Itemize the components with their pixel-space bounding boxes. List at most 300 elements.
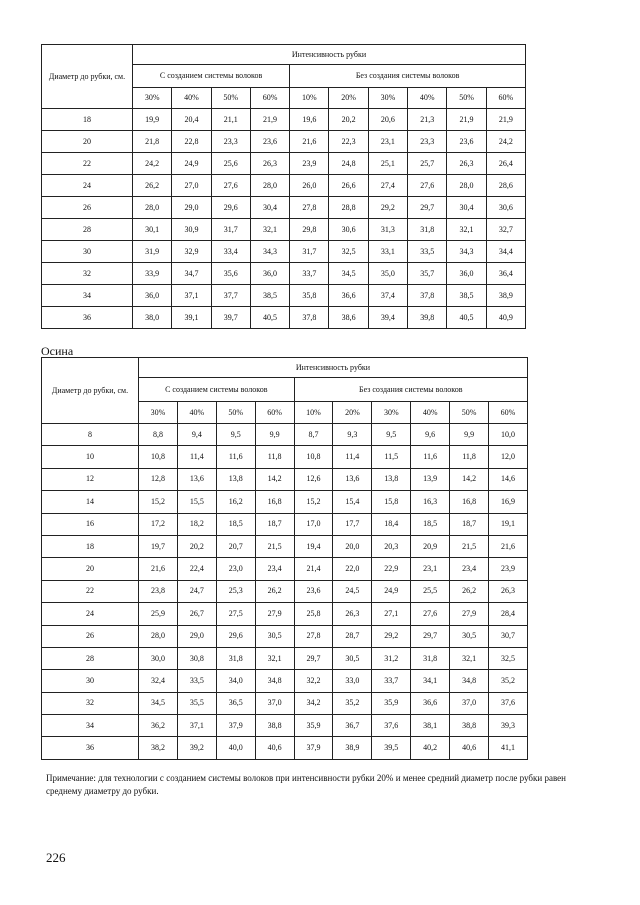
value-cell: 37,9 xyxy=(294,737,333,759)
value-cell: 29,7 xyxy=(294,647,333,669)
value-cell: 30,1 xyxy=(133,219,172,241)
value-cell: 40,5 xyxy=(447,307,486,329)
value-cell: 18,5 xyxy=(411,513,450,535)
percent-header: 10% xyxy=(294,402,333,424)
percent-header: 30% xyxy=(372,402,411,424)
value-cell: 38,8 xyxy=(450,715,489,737)
value-cell: 29,2 xyxy=(368,197,407,219)
value-cell: 32,4 xyxy=(139,670,178,692)
table-row xyxy=(42,197,526,219)
value-cell: 34,4 xyxy=(486,241,525,263)
value-cell: 9,5 xyxy=(372,424,411,446)
value-cell: 15,2 xyxy=(139,491,178,513)
table-row xyxy=(42,580,528,602)
value-cell: 30,5 xyxy=(333,647,372,669)
percent-header: 60% xyxy=(489,402,528,424)
value-cell: 34,2 xyxy=(294,692,333,714)
value-cell: 34,0 xyxy=(216,670,255,692)
diameter-header: Диаметр до рубки, см. xyxy=(42,358,139,424)
percent-header: 30% xyxy=(139,402,178,424)
value-cell: 29,2 xyxy=(372,625,411,647)
value-cell: 26,4 xyxy=(486,153,525,175)
value-cell: 33,5 xyxy=(408,241,447,263)
value-cell: 19,1 xyxy=(489,513,528,535)
value-cell: 20,2 xyxy=(177,535,216,557)
value-cell: 16,3 xyxy=(411,491,450,513)
value-cell: 31,8 xyxy=(408,219,447,241)
value-cell: 23,4 xyxy=(255,558,294,580)
value-cell: 23,1 xyxy=(368,131,407,153)
value-cell: 27,6 xyxy=(408,175,447,197)
value-cell: 13,6 xyxy=(177,468,216,490)
intensity-header: Интенсивность рубки xyxy=(133,45,526,65)
value-cell: 28,0 xyxy=(133,197,172,219)
value-cell: 40,6 xyxy=(255,737,294,759)
diameter-cell: 12 xyxy=(42,468,139,490)
value-cell: 21,9 xyxy=(447,109,486,131)
value-cell: 27,1 xyxy=(372,603,411,625)
percent-header: 30% xyxy=(133,88,172,109)
table-row xyxy=(42,219,526,241)
percent-header: 60% xyxy=(250,88,289,109)
value-cell: 30,9 xyxy=(172,219,211,241)
value-cell: 23,6 xyxy=(447,131,486,153)
value-cell: 39,1 xyxy=(172,307,211,329)
value-cell: 41,1 xyxy=(489,737,528,759)
value-cell: 33,4 xyxy=(211,241,250,263)
value-cell: 27,9 xyxy=(255,603,294,625)
value-cell: 23,9 xyxy=(489,558,528,580)
value-cell: 16,8 xyxy=(450,491,489,513)
value-cell: 21,6 xyxy=(489,535,528,557)
diameter-cell: 32 xyxy=(42,692,139,714)
table-row xyxy=(42,737,528,759)
value-cell: 39,2 xyxy=(177,737,216,759)
value-cell: 36,0 xyxy=(250,263,289,285)
diameter-cell: 28 xyxy=(42,219,133,241)
table-row xyxy=(42,558,528,580)
value-cell: 21,6 xyxy=(139,558,178,580)
value-cell: 33,0 xyxy=(333,670,372,692)
value-cell: 31,2 xyxy=(372,647,411,669)
diameter-cell: 32 xyxy=(42,263,133,285)
value-cell: 31,7 xyxy=(211,219,250,241)
value-cell: 25,5 xyxy=(411,580,450,602)
value-cell: 25,8 xyxy=(294,603,333,625)
value-cell: 35,9 xyxy=(372,692,411,714)
value-cell: 29,6 xyxy=(211,197,250,219)
value-cell: 29,7 xyxy=(408,197,447,219)
section-title-aspen: Осина xyxy=(41,344,74,358)
percent-header: 50% xyxy=(450,402,489,424)
table-row xyxy=(42,109,526,131)
value-cell: 38,5 xyxy=(447,285,486,307)
table-row xyxy=(42,446,528,468)
value-cell: 11,6 xyxy=(411,446,450,468)
value-cell: 32,1 xyxy=(450,647,489,669)
table-row xyxy=(42,692,528,714)
value-cell: 23,6 xyxy=(294,580,333,602)
table-row xyxy=(42,491,528,513)
value-cell: 27,5 xyxy=(216,603,255,625)
value-cell: 16,9 xyxy=(489,491,528,513)
value-cell: 40,0 xyxy=(216,737,255,759)
value-cell: 26,3 xyxy=(447,153,486,175)
value-cell: 24,2 xyxy=(133,153,172,175)
value-cell: 12,6 xyxy=(294,468,333,490)
value-cell: 20,2 xyxy=(329,109,368,131)
table-row xyxy=(42,513,528,535)
value-cell: 27,0 xyxy=(172,175,211,197)
with-system-header: С созданием системы волоков xyxy=(133,65,290,88)
value-cell: 18,5 xyxy=(216,513,255,535)
value-cell: 39,8 xyxy=(408,307,447,329)
value-cell: 11,4 xyxy=(333,446,372,468)
percent-header: 50% xyxy=(447,88,486,109)
value-cell: 38,1 xyxy=(411,715,450,737)
value-cell: 11,4 xyxy=(177,446,216,468)
value-cell: 34,3 xyxy=(447,241,486,263)
table-row xyxy=(42,424,528,446)
value-cell: 19,7 xyxy=(139,535,178,557)
table-row xyxy=(42,263,526,285)
value-cell: 27,4 xyxy=(368,175,407,197)
value-cell: 29,8 xyxy=(290,219,329,241)
value-cell: 27,8 xyxy=(294,625,333,647)
value-cell: 30,5 xyxy=(255,625,294,647)
value-cell: 36,0 xyxy=(133,285,172,307)
value-cell: 17,2 xyxy=(139,513,178,535)
value-cell: 37,6 xyxy=(489,692,528,714)
value-cell: 33,7 xyxy=(290,263,329,285)
value-cell: 26,2 xyxy=(450,580,489,602)
value-cell: 9,5 xyxy=(216,424,255,446)
value-cell: 40,9 xyxy=(486,307,525,329)
value-cell: 15,2 xyxy=(294,491,333,513)
table-row xyxy=(42,153,526,175)
value-cell: 9,9 xyxy=(255,424,294,446)
intensity-header: Интенсивность рубки xyxy=(139,358,528,378)
value-cell: 21,1 xyxy=(211,109,250,131)
value-cell: 36,0 xyxy=(447,263,486,285)
value-cell: 23,3 xyxy=(408,131,447,153)
value-cell: 31,7 xyxy=(290,241,329,263)
percent-header: 40% xyxy=(172,88,211,109)
value-cell: 37,7 xyxy=(211,285,250,307)
value-cell: 32,7 xyxy=(486,219,525,241)
value-cell: 21,3 xyxy=(408,109,447,131)
value-cell: 21,5 xyxy=(450,535,489,557)
table-row xyxy=(42,715,528,737)
value-cell: 36,5 xyxy=(216,692,255,714)
value-cell: 35,0 xyxy=(368,263,407,285)
value-cell: 38,5 xyxy=(250,285,289,307)
percent-header: 40% xyxy=(408,88,447,109)
table-row xyxy=(42,285,526,307)
value-cell: 9,4 xyxy=(177,424,216,446)
diameter-cell: 26 xyxy=(42,197,133,219)
value-cell: 20,3 xyxy=(372,535,411,557)
value-cell: 20,7 xyxy=(216,535,255,557)
value-cell: 36,4 xyxy=(486,263,525,285)
value-cell: 31,9 xyxy=(133,241,172,263)
value-cell: 27,8 xyxy=(290,197,329,219)
value-cell: 17,7 xyxy=(333,513,372,535)
value-cell: 28,0 xyxy=(139,625,178,647)
value-cell: 36,2 xyxy=(139,715,178,737)
value-cell: 24,9 xyxy=(172,153,211,175)
value-cell: 23,3 xyxy=(211,131,250,153)
diameter-cell: 20 xyxy=(42,131,133,153)
value-cell: 21,9 xyxy=(250,109,289,131)
value-cell: 14,2 xyxy=(255,468,294,490)
value-cell: 16,2 xyxy=(216,491,255,513)
value-cell: 38,0 xyxy=(133,307,172,329)
value-cell: 20,9 xyxy=(411,535,450,557)
table-row xyxy=(42,131,526,153)
value-cell: 15,5 xyxy=(177,491,216,513)
value-cell: 34,1 xyxy=(411,670,450,692)
value-cell: 34,3 xyxy=(250,241,289,263)
value-cell: 30,6 xyxy=(486,197,525,219)
with-system-header: С созданием системы волоков xyxy=(139,378,295,402)
value-cell: 25,3 xyxy=(216,580,255,602)
value-cell: 11,8 xyxy=(450,446,489,468)
value-cell: 37,6 xyxy=(372,715,411,737)
value-cell: 10,8 xyxy=(139,446,178,468)
diameter-cell: 24 xyxy=(42,175,133,197)
value-cell: 11,5 xyxy=(372,446,411,468)
diameter-cell: 36 xyxy=(42,737,139,759)
value-cell: 8,8 xyxy=(139,424,178,446)
value-cell: 35,8 xyxy=(290,285,329,307)
value-cell: 15,8 xyxy=(372,491,411,513)
value-cell: 32,1 xyxy=(255,647,294,669)
diameter-cell: 36 xyxy=(42,307,133,329)
value-cell: 37,4 xyxy=(368,285,407,307)
value-cell: 33,1 xyxy=(368,241,407,263)
table-row xyxy=(42,625,528,647)
percent-header: 40% xyxy=(177,402,216,424)
value-cell: 37,9 xyxy=(216,715,255,737)
value-cell: 12,0 xyxy=(489,446,528,468)
value-cell: 35,2 xyxy=(333,692,372,714)
value-cell: 32,1 xyxy=(250,219,289,241)
value-cell: 37,8 xyxy=(290,307,329,329)
value-cell: 30,8 xyxy=(177,647,216,669)
value-cell: 16,8 xyxy=(255,491,294,513)
diameter-cell: 22 xyxy=(42,153,133,175)
diameter-cell: 34 xyxy=(42,285,133,307)
percent-header: 50% xyxy=(211,88,250,109)
value-cell: 34,8 xyxy=(450,670,489,692)
value-cell: 38,9 xyxy=(333,737,372,759)
value-cell: 30,6 xyxy=(329,219,368,241)
value-cell: 26,2 xyxy=(133,175,172,197)
value-cell: 20,0 xyxy=(333,535,372,557)
diameter-cell: 8 xyxy=(42,424,139,446)
value-cell: 22,3 xyxy=(329,131,368,153)
value-cell: 12,8 xyxy=(139,468,178,490)
value-cell: 32,5 xyxy=(489,647,528,669)
value-cell: 9,6 xyxy=(411,424,450,446)
value-cell: 27,6 xyxy=(211,175,250,197)
value-cell: 32,9 xyxy=(172,241,211,263)
value-cell: 33,7 xyxy=(372,670,411,692)
value-cell: 11,6 xyxy=(216,446,255,468)
value-cell: 27,9 xyxy=(450,603,489,625)
value-cell: 10,8 xyxy=(294,446,333,468)
without-system-header: Без создания системы волоков xyxy=(294,378,527,402)
diameter-cell: 22 xyxy=(42,580,139,602)
value-cell: 39,3 xyxy=(489,715,528,737)
value-cell: 29,6 xyxy=(216,625,255,647)
value-cell: 35,7 xyxy=(408,263,447,285)
diameter-cell: 16 xyxy=(42,513,139,535)
value-cell: 18,7 xyxy=(255,513,294,535)
value-cell: 28,7 xyxy=(333,625,372,647)
value-cell: 20,6 xyxy=(368,109,407,131)
value-cell: 39,7 xyxy=(211,307,250,329)
value-cell: 21,5 xyxy=(255,535,294,557)
value-cell: 30,4 xyxy=(250,197,289,219)
value-cell: 28,8 xyxy=(329,197,368,219)
value-cell: 13,8 xyxy=(372,468,411,490)
value-cell: 25,7 xyxy=(408,153,447,175)
value-cell: 25,9 xyxy=(139,603,178,625)
value-cell: 26,7 xyxy=(177,603,216,625)
value-cell: 31,3 xyxy=(368,219,407,241)
value-cell: 24,9 xyxy=(372,580,411,602)
value-cell: 38,8 xyxy=(255,715,294,737)
value-cell: 40,2 xyxy=(411,737,450,759)
value-cell: 38,6 xyxy=(329,307,368,329)
value-cell: 38,2 xyxy=(139,737,178,759)
value-cell: 21,4 xyxy=(294,558,333,580)
diameter-cell: 20 xyxy=(42,558,139,580)
value-cell: 37,1 xyxy=(172,285,211,307)
value-cell: 23,1 xyxy=(411,558,450,580)
table-row xyxy=(42,535,528,557)
value-cell: 37,8 xyxy=(408,285,447,307)
table-row xyxy=(42,647,528,669)
percent-header: 10% xyxy=(290,88,329,109)
percent-header: 20% xyxy=(329,88,368,109)
table-row xyxy=(42,307,526,329)
value-cell: 35,5 xyxy=(177,692,216,714)
value-cell: 33,5 xyxy=(177,670,216,692)
table-row xyxy=(42,241,526,263)
value-cell: 24,2 xyxy=(486,131,525,153)
diameter-cell: 30 xyxy=(42,670,139,692)
value-cell: 26,0 xyxy=(290,175,329,197)
value-cell: 17,0 xyxy=(294,513,333,535)
value-cell: 21,8 xyxy=(133,131,172,153)
percent-header: 60% xyxy=(486,88,525,109)
diameter-cell: 18 xyxy=(42,109,133,131)
percent-header: 20% xyxy=(333,402,372,424)
value-cell: 28,0 xyxy=(250,175,289,197)
value-cell: 29,0 xyxy=(172,197,211,219)
percent-header: 30% xyxy=(368,88,407,109)
value-cell: 35,9 xyxy=(294,715,333,737)
value-cell: 11,8 xyxy=(255,446,294,468)
value-cell: 34,8 xyxy=(255,670,294,692)
value-cell: 37,0 xyxy=(255,692,294,714)
value-cell: 13,9 xyxy=(411,468,450,490)
percent-header: 50% xyxy=(216,402,255,424)
value-cell: 32,1 xyxy=(447,219,486,241)
value-cell: 34,7 xyxy=(172,263,211,285)
table-row xyxy=(42,175,526,197)
value-cell: 23,0 xyxy=(216,558,255,580)
value-cell: 29,7 xyxy=(411,625,450,647)
table-row xyxy=(42,670,528,692)
value-cell: 19,6 xyxy=(290,109,329,131)
table-row xyxy=(42,468,528,490)
header-row xyxy=(42,45,526,65)
value-cell: 25,1 xyxy=(368,153,407,175)
value-cell: 26,3 xyxy=(489,580,528,602)
value-cell: 18,2 xyxy=(177,513,216,535)
footnote: Примечание: для технологии с созданием системы волоков при интенсивности рубки 20% и менее средний диаметр после рубки равен среднему диаметру до рубки. xyxy=(46,773,566,796)
value-cell: 26,2 xyxy=(255,580,294,602)
value-cell: 38,9 xyxy=(486,285,525,307)
value-cell: 15,4 xyxy=(333,491,372,513)
value-cell: 24,8 xyxy=(329,153,368,175)
value-cell: 8,7 xyxy=(294,424,333,446)
value-cell: 23,6 xyxy=(250,131,289,153)
value-cell: 18,7 xyxy=(450,513,489,535)
table-row xyxy=(42,603,528,625)
diameter-cell: 34 xyxy=(42,715,139,737)
value-cell: 18,4 xyxy=(372,513,411,535)
value-cell: 14,6 xyxy=(489,468,528,490)
value-cell: 9,3 xyxy=(333,424,372,446)
without-system-header: Без создания системы волоков xyxy=(290,65,526,88)
diameter-table-1 xyxy=(41,44,526,329)
value-cell: 25,6 xyxy=(211,153,250,175)
value-cell: 22,4 xyxy=(177,558,216,580)
value-cell: 23,4 xyxy=(450,558,489,580)
value-cell: 31,8 xyxy=(411,647,450,669)
value-cell: 36,6 xyxy=(329,285,368,307)
value-cell: 36,6 xyxy=(411,692,450,714)
diameter-cell: 24 xyxy=(42,603,139,625)
value-cell: 34,5 xyxy=(139,692,178,714)
value-cell: 40,5 xyxy=(250,307,289,329)
value-cell: 40,6 xyxy=(450,737,489,759)
diameter-cell: 14 xyxy=(42,491,139,513)
value-cell: 28,0 xyxy=(447,175,486,197)
page-number: 226 xyxy=(46,850,66,865)
value-cell: 13,8 xyxy=(216,468,255,490)
value-cell: 39,5 xyxy=(372,737,411,759)
value-cell: 36,7 xyxy=(333,715,372,737)
value-cell: 28,6 xyxy=(486,175,525,197)
diameter-cell: 18 xyxy=(42,535,139,557)
value-cell: 35,2 xyxy=(489,670,528,692)
value-cell: 21,9 xyxy=(486,109,525,131)
value-cell: 26,3 xyxy=(333,603,372,625)
value-cell: 27,6 xyxy=(411,603,450,625)
value-cell: 13,6 xyxy=(333,468,372,490)
value-cell: 33,9 xyxy=(133,263,172,285)
value-cell: 35,6 xyxy=(211,263,250,285)
diameter-header: Диаметр до рубки, см. xyxy=(42,45,133,109)
value-cell: 9,9 xyxy=(450,424,489,446)
percent-header: 40% xyxy=(411,402,450,424)
